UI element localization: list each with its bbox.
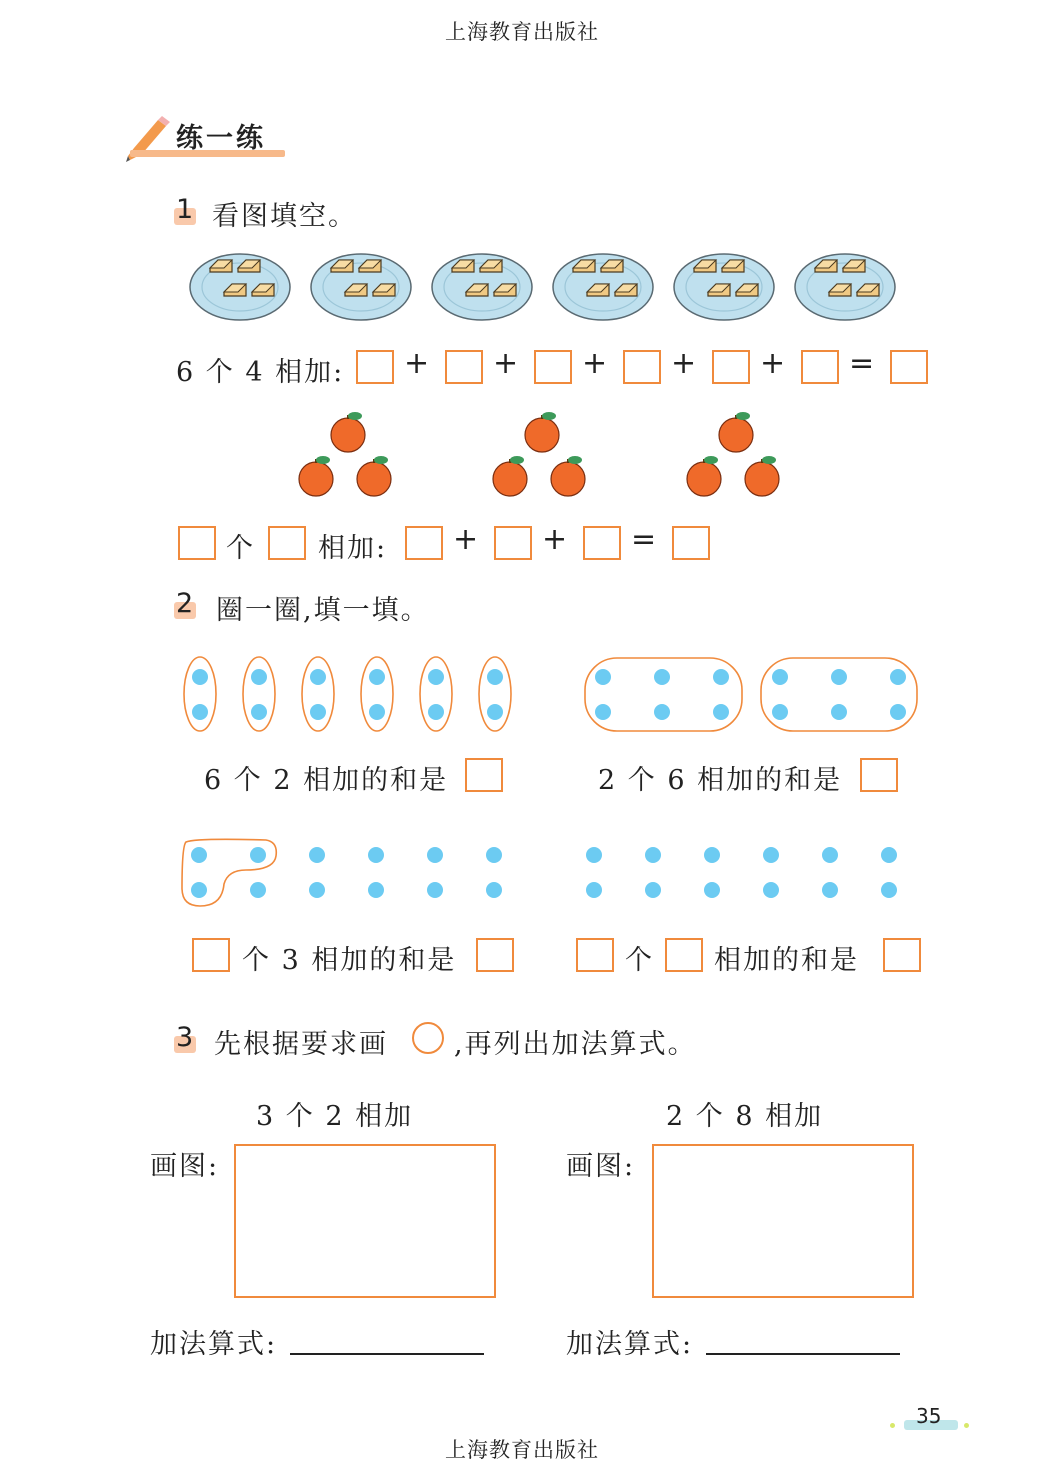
q1-row2-addend-box[interactable]: [268, 526, 306, 560]
q3-right-title: 2 个 8 相加: [666, 1101, 824, 1132]
q3-left-formula-label: 加法算式:: [150, 1329, 278, 1360]
q3-prompt-a: 先根据要求画: [214, 1029, 388, 1060]
plus-sign: +: [453, 522, 479, 557]
plus-sign: +: [493, 346, 519, 381]
q1-row2-box-3[interactable]: [583, 526, 621, 560]
q3-prompt-b: ,再列出加法算式。: [454, 1029, 697, 1060]
q2-d-label: 相加的和是: [714, 945, 859, 976]
q3-left-title: 3 个 2 相加: [256, 1101, 414, 1132]
dots-grid-a: [176, 650, 526, 736]
apple-groups: [290, 405, 790, 501]
plus-sign: +: [404, 346, 430, 381]
q2-number: 2: [176, 588, 194, 619]
q1-row1-box-6[interactable]: [801, 350, 839, 384]
q3-left-draw-area[interactable]: [234, 1144, 496, 1298]
plus-sign: +: [671, 346, 697, 381]
circle-symbol-icon: [412, 1022, 444, 1054]
q1-row2-box-1[interactable]: [405, 526, 443, 560]
q1-row2-answer-box[interactable]: [672, 526, 710, 560]
q1-row1-box-5[interactable]: [712, 350, 750, 384]
dots-grid-c: [176, 836, 526, 912]
q3-left-draw-label: 画图:: [150, 1151, 220, 1182]
q1-row2-count-box[interactable]: [178, 526, 216, 560]
q2-c-count-box[interactable]: [192, 938, 230, 972]
dots-grid-d: [570, 836, 915, 912]
q1-prompt: 看图填空。: [212, 201, 357, 232]
plates-row: [186, 250, 906, 326]
q2-d-count-box[interactable]: [576, 938, 614, 972]
q1-row1-box-3[interactable]: [534, 350, 572, 384]
plate-1: [190, 254, 290, 320]
plus-sign: +: [582, 346, 608, 381]
q2-d-answer-box[interactable]: [883, 938, 921, 972]
q1-row1-box-4[interactable]: [623, 350, 661, 384]
q1-number: 1: [176, 194, 194, 225]
q1-row2-ge: 个: [226, 533, 255, 564]
q2-d-addend-box[interactable]: [665, 938, 703, 972]
q3-right-draw-area[interactable]: [652, 1144, 914, 1298]
q2-prompt: 圈一圈,填一填。: [216, 595, 430, 626]
equals-sign: =: [849, 346, 875, 381]
q2-c-answer-box[interactable]: [476, 938, 514, 972]
q1-row2-box-2[interactable]: [494, 526, 532, 560]
q2-c-label: 个 3 相加的和是: [242, 945, 457, 976]
plate-6: [795, 254, 895, 320]
q1-row2-xiangjia: 相加:: [318, 533, 388, 564]
apple-group-2: [493, 412, 585, 496]
q3-right-formula-label: 加法算式:: [566, 1329, 694, 1360]
q2-a-answer-box[interactable]: [465, 758, 503, 792]
plus-sign: +: [760, 346, 786, 381]
q2-a-label: 6 个 2 相加的和是: [204, 765, 449, 796]
section-header: [122, 112, 292, 164]
equals-sign: =: [631, 522, 657, 557]
dots-grid-b: [580, 650, 925, 736]
plate-2: [311, 254, 411, 320]
apple-group-1: [299, 412, 391, 496]
apple-group-3: [687, 412, 779, 496]
q1-row1-answer-box[interactable]: [890, 350, 928, 384]
plate-3: [432, 254, 532, 320]
q1-row1-label: 6 个 4 相加:: [176, 357, 345, 388]
q3-right-formula-line[interactable]: [706, 1353, 900, 1355]
footer-publisher: 上海教育出版社: [445, 1438, 599, 1462]
q1-row1-box-2[interactable]: [445, 350, 483, 384]
q1-row1-box-1[interactable]: [356, 350, 394, 384]
q2-b-label: 2 个 6 相加的和是: [598, 765, 843, 796]
q2-d-ge: 个: [625, 945, 654, 976]
section-title: 练一练: [176, 123, 266, 154]
page-number: 35: [916, 1404, 942, 1428]
q3-right-draw-label: 画图:: [566, 1151, 636, 1182]
header-publisher: 上海教育出版社: [445, 20, 599, 44]
q3-number: 3: [176, 1022, 194, 1053]
plate-5: [674, 254, 774, 320]
plus-sign: +: [542, 522, 568, 557]
q2-b-answer-box[interactable]: [860, 758, 898, 792]
plate-4: [553, 254, 653, 320]
q3-left-formula-line[interactable]: [290, 1353, 484, 1355]
